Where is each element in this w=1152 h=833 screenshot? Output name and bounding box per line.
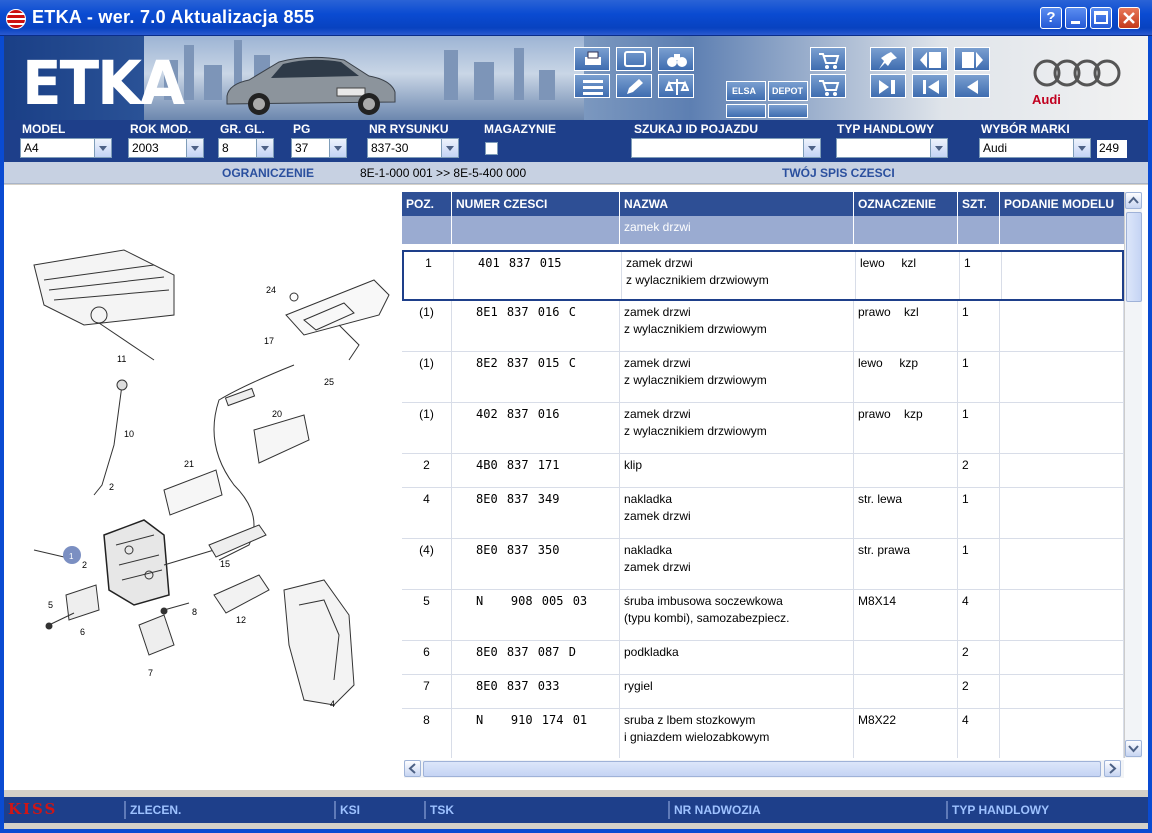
cell-oznaczenie [854,641,958,674]
chevron-down-icon[interactable] [94,139,111,157]
cell-podanie [1000,675,1124,708]
col-poz[interactable]: POZ. [402,192,452,216]
parts-list-link[interactable]: TWÓJ SPIS CZESCI [782,166,895,180]
cell-part-number-text: 402 837 016 [476,407,560,421]
table-row[interactable] [402,709,1124,758]
nr-nadwozia-button[interactable]: NR NADWOZIA [674,803,761,817]
cell-part-number-text: 401 837 015 [478,256,562,270]
chevron-down-icon[interactable] [256,139,273,157]
search-button[interactable] [658,47,694,71]
cell-poz [402,675,452,708]
vertical-scrollbar[interactable] [1124,192,1142,758]
szukaj-select[interactable] [631,138,821,158]
cell-oznaczenie [854,352,958,402]
part-name-line1: zamek drzwi [626,256,693,270]
tsk-button[interactable]: TSK [430,803,454,817]
callout-label: 2 [82,560,88,570]
jump-button[interactable] [870,74,906,98]
cell-podanie [1000,590,1124,640]
cell-poz [402,539,452,589]
magazynie-label: MAGAZYNIE [484,122,556,136]
pg-label: PG [293,122,311,136]
scroll-up-button[interactable] [1125,192,1142,209]
chevron-down-icon[interactable] [1073,139,1090,157]
cell-poz-text: 7 [423,679,430,693]
horizontal-scrollbar[interactable] [404,760,1124,778]
chevron-down-icon[interactable] [441,139,458,157]
nr-rysunku-label: NR RYSUNKU [369,122,449,136]
cell-oznaczenie-text: prawo kzl [858,305,919,319]
cell-szt-text: 1 [964,256,971,270]
cell-szt [958,675,1000,708]
cell-oznaczenie [854,488,958,538]
audi-brand-text: Audi [1032,92,1061,107]
close-icon [1119,8,1139,28]
cell-part-number-text: 8E0 837 033 [476,679,560,693]
callout-label: 12 [236,615,247,625]
cell-poz [402,590,452,640]
part-name-line1: zamek drzwi [624,407,691,421]
window-titlebar[interactable] [0,0,1152,36]
chevron-down-icon [1126,741,1141,756]
cell-szt-text: 1 [962,305,969,319]
cell-oznaczenie [854,675,958,708]
window-title: ETKA - wer. 7.0 Aktualizacja 855 [32,7,315,27]
cell-szt-text: 1 [962,407,969,421]
callout-label: 20 [272,409,283,419]
vehicle-button[interactable] [768,104,808,118]
cell-poz-text: (1) [419,305,434,319]
col-nazwa[interactable]: NAZWA [620,192,854,216]
table-row[interactable] [402,539,1124,590]
pencil-icon [623,77,647,97]
list-button[interactable] [574,74,610,98]
scroll-down-button[interactable] [1125,740,1142,757]
cell-name [620,675,854,708]
cell-poz-text: 6 [423,645,430,659]
print-button[interactable] [574,47,610,71]
table-row[interactable] [402,250,1124,301]
monitor-icon [623,50,647,70]
cell-poz [402,709,452,758]
table-header [402,192,1124,216]
part-name-line1: klip [624,458,643,472]
part-name-line2: zamek drzwi [624,560,691,574]
depot-button[interactable] [768,81,808,101]
callout-label: 2 [109,482,115,492]
wybor-marki-select[interactable] [979,138,1091,158]
cell-poz-text: 4 [423,492,430,506]
cell-oznaczenie-text: lewo kzl [860,256,917,270]
rok-mod-label: ROK MOD. [130,122,192,136]
cell-poz-text: 1 [425,256,432,270]
cell-part-number [452,709,620,758]
table-row[interactable] [402,403,1124,454]
scroll-right-button[interactable] [1104,760,1121,777]
callout-label: 10 [124,429,135,439]
next-page-button[interactable] [954,47,990,71]
callout-label: 25 [324,377,335,387]
cell-poz-text: (1) [419,356,434,370]
cell-part-number-text: 8E0 837 350 [476,543,560,557]
part-name-line1: zamek drzwi [624,356,691,370]
pg-select[interactable] [291,138,347,158]
cart-list-button[interactable] [810,47,846,71]
cell-szt [958,403,1000,453]
cell-part-number-text: 8E0 837 349 [476,492,560,506]
cell-name [620,454,854,487]
cell-part-number [452,641,620,674]
cell-podanie [1002,252,1124,299]
table-row[interactable] [402,488,1124,539]
callout-label: 21 [184,459,195,469]
pin-button[interactable] [870,47,906,71]
callout-label: 17 [264,336,275,346]
depot-label: DEPOT [772,86,804,96]
elsa-button[interactable] [726,81,766,101]
callout-label: 8 [192,607,198,617]
balance-button[interactable] [658,74,694,98]
wybor-marki-value: Audi [983,141,1008,155]
printer-icon [581,50,605,70]
part-name-line1: nakladka [624,492,673,506]
cell-poz-text: 8 [423,713,430,727]
cell-szt [958,539,1000,589]
scroll-left-button[interactable] [404,760,421,777]
table-row[interactable] [402,352,1124,403]
cell-name [622,252,856,299]
info-bar [4,162,1148,184]
cell-poz [404,252,454,299]
app-logo-icon [6,9,26,29]
scroll-thumb[interactable] [1126,212,1142,302]
cell-szt [958,454,1000,487]
cell-part-number [452,403,620,453]
cell-szt-text: 2 [962,458,969,472]
part-name-line1: sruba z lbem stozkowym [624,713,756,727]
etka-logo: ETKA [22,47,184,119]
table-row[interactable] [402,454,1124,488]
cell-podanie [1000,301,1124,351]
part-name-line2: z wylacznikiem drzwiowym [624,373,767,387]
chevron-right-icon [1105,761,1120,776]
chevron-up-icon [1126,193,1141,208]
binoculars-icon [665,50,689,70]
cell-szt-text: 2 [962,679,969,693]
cell-oznaczenie [854,709,958,758]
cell-part-number [452,488,620,538]
cell-szt [958,709,1000,758]
callout-label: 11 [117,354,127,364]
cell-szt-text: 1 [962,543,969,557]
cell-poz-text: (4) [419,543,434,557]
cell-part-number-text: 4B0 837 171 [476,458,560,472]
callout-label: 5 [48,600,54,610]
model-select[interactable] [20,138,112,158]
cell-oznaczenie [854,403,958,453]
group-name: zamek drzwi [620,216,854,244]
chevron-down-icon[interactable] [803,139,820,157]
cell-oznaczenie-text: M8X14 [858,594,897,608]
col-szt[interactable]: SZT. [958,192,1000,216]
part-name-line2: z wylacznikiem drzwiowym [624,424,767,438]
minimize-icon [1066,8,1086,28]
cell-part-number [452,675,620,708]
cell-podanie [1000,641,1124,674]
door-lock-diagram[interactable] [4,185,400,790]
cell-oznaczenie [854,539,958,589]
part-name-line1: podkladka [624,645,679,659]
cell-podanie [1000,454,1124,487]
cell-part-number [452,539,620,589]
cell-szt-text: 1 [962,492,969,506]
audi-rings-icon [1032,56,1122,90]
cell-part-number [454,252,622,299]
first-button[interactable] [912,74,948,98]
cart-list-icon [817,50,841,70]
filter-bar [4,120,1148,162]
scale-icon [665,77,689,97]
part-name-line2: (typu kombi), samozabezpiecz. [624,611,790,625]
col-numer[interactable]: NUMER CZESCI [452,192,620,216]
chevron-down-icon[interactable] [930,139,947,157]
cell-poz-text: 2 [423,458,430,472]
cell-name [620,641,854,674]
ograniczenie-link[interactable]: OGRANICZENIE [222,166,315,180]
cell-oznaczenie-text: str. prawa [858,543,911,557]
col-podanie[interactable]: PODANIE MODELU [1004,197,1115,211]
app-banner [4,36,1148,120]
edit-button[interactable] [616,74,652,98]
typ-handlowy-status-button[interactable]: TYP HANDLOWY [952,803,1050,817]
chevron-down-icon[interactable] [329,139,346,157]
cell-poz [402,352,452,402]
col-oznaczenie[interactable]: OZNACZENIE [854,192,958,216]
cell-szt [958,641,1000,674]
pg-value: 37 [295,141,309,155]
part-name-line2: z wylacznikiem drzwiowym [624,322,767,336]
cell-part-number [452,301,620,351]
cell-part-number-text: N 910 174 01 [476,713,588,727]
cell-part-number-text: N 908 005 03 [476,594,588,608]
cell-oznaczenie [854,590,958,640]
szukaj-label: SZUKAJ ID POJAZDU [634,122,759,136]
cell-oznaczenie-text: lewo kzp [858,356,919,370]
nr-rysunku-value: 837-30 [371,141,409,155]
chevron-down-icon[interactable] [186,139,203,157]
help-button[interactable]: ? [1040,7,1062,29]
prev-page-button[interactable] [912,47,948,71]
cell-szt [958,590,1000,640]
chassis-range: 8E-1-000 001 >> 8E-5-400 000 [360,166,527,180]
bottom-strip [4,823,1148,829]
cell-oznaczenie-text: prawo kzp [858,407,923,421]
next-page-icon [961,50,985,70]
cell-name [620,539,854,589]
group-header [402,216,1124,244]
cell-poz [402,403,452,453]
result-count: 249 [1097,140,1127,158]
table-row[interactable] [402,301,1124,352]
typ-handlowy-select[interactable] [836,138,948,158]
cell-name [620,709,854,758]
minimize-button[interactable] [1065,7,1087,29]
cell-name [620,403,854,453]
car-image [219,48,399,116]
part-name-line1: rygiel [624,679,653,693]
first-icon [919,77,943,97]
pin-icon [877,50,901,70]
cell-name [620,590,854,640]
part-name-line1: nakladka [624,543,673,557]
cell-podanie [1000,488,1124,538]
cell-poz [402,454,452,487]
magazynie-checkbox[interactable] [485,142,498,155]
part-name-line2: z wylacznikiem drzwiowym [626,273,769,287]
cell-podanie [1000,539,1124,589]
rok-mod-value: 2003 [132,141,159,155]
cell-szt-text: 4 [962,594,969,608]
cell-szt [958,488,1000,538]
chevron-left-icon [405,761,420,776]
cell-part-number [452,454,620,487]
cell-szt-text: 1 [962,356,969,370]
back-button[interactable] [954,74,990,98]
cell-szt-text: 4 [962,713,969,727]
cell-podanie [1000,709,1124,758]
screen-button[interactable] [616,47,652,71]
nr-rysunku-select[interactable] [367,138,459,158]
cell-part-number-text: 8E1 837 016 C [476,305,576,319]
workshop-button[interactable] [726,104,766,118]
gr-gl-value: 8 [222,141,229,155]
cell-szt-text: 2 [962,645,969,659]
cart-button[interactable] [810,74,846,98]
list-icon [581,77,605,97]
part-name-line1: zamek drzwi [624,305,691,319]
cell-poz-text: (1) [419,407,434,421]
table-row[interactable] [402,641,1124,675]
cell-podanie [1000,352,1124,402]
table-row[interactable] [402,590,1124,641]
typ-handlowy-label: TYP HANDLOWY [837,122,935,136]
cell-podanie [1000,403,1124,453]
gr-gl-label: GR. GL. [220,122,265,136]
part-name-line2: zamek drzwi [624,509,691,523]
model-value: A4 [24,141,39,155]
cell-part-number [452,352,620,402]
cell-part-number-text: 8E0 837 087 D [476,645,576,659]
callout-label: 6 [80,627,86,637]
cell-poz-text: 5 [423,594,430,608]
close-button[interactable] [1118,7,1140,29]
table-row[interactable] [402,675,1124,709]
model-label: MODEL [22,122,66,136]
cell-oznaczenie-text: str. lewa [858,492,903,506]
status-bar [4,797,1148,823]
cell-oznaczenie [854,454,958,487]
cell-szt [958,301,1000,351]
parts-table [402,192,1124,758]
elsa-label: ELSA [732,86,757,96]
cell-poz [402,301,452,351]
gr-gl-select[interactable] [218,138,274,158]
callout-label: 15 [220,559,231,569]
cell-part-number [452,590,620,640]
cell-name [620,301,854,351]
rok-mod-select[interactable] [128,138,204,158]
cell-name [620,352,854,402]
kiss-button[interactable]: KISS [8,800,58,818]
hscroll-thumb[interactable] [423,761,1101,777]
cell-oznaczenie [854,301,958,351]
cell-szt [958,352,1000,402]
cell-szt [960,252,1002,299]
callout-label: 24 [266,285,277,295]
prev-page-icon [919,50,943,70]
jump-icon [877,77,901,97]
callout-label: 4 [330,699,336,709]
wybor-marki-label: WYBÓR MARKI [981,122,1070,136]
cell-oznaczenie-text: M8X22 [858,713,897,727]
cart-icon [817,77,841,97]
back-icon [961,77,985,97]
ksi-button[interactable]: KSI [340,803,361,817]
zlecen-button[interactable]: ZLECEN. [130,803,182,817]
cell-name [620,488,854,538]
callout-label: 7 [148,668,154,678]
maximize-button[interactable] [1090,7,1112,29]
cell-poz [402,488,452,538]
maximize-icon [1091,8,1111,28]
cell-part-number-text: 8E2 837 015 C [476,356,576,370]
cell-oznaczenie [856,252,960,299]
callout-label: 1 [69,552,74,561]
cell-poz [402,641,452,674]
exploded-diagram[interactable] [4,185,400,790]
part-name-line1: śruba imbusowa soczewkowa [624,594,783,608]
part-name-line2: i gniazdem wielozabkowym [624,730,770,744]
